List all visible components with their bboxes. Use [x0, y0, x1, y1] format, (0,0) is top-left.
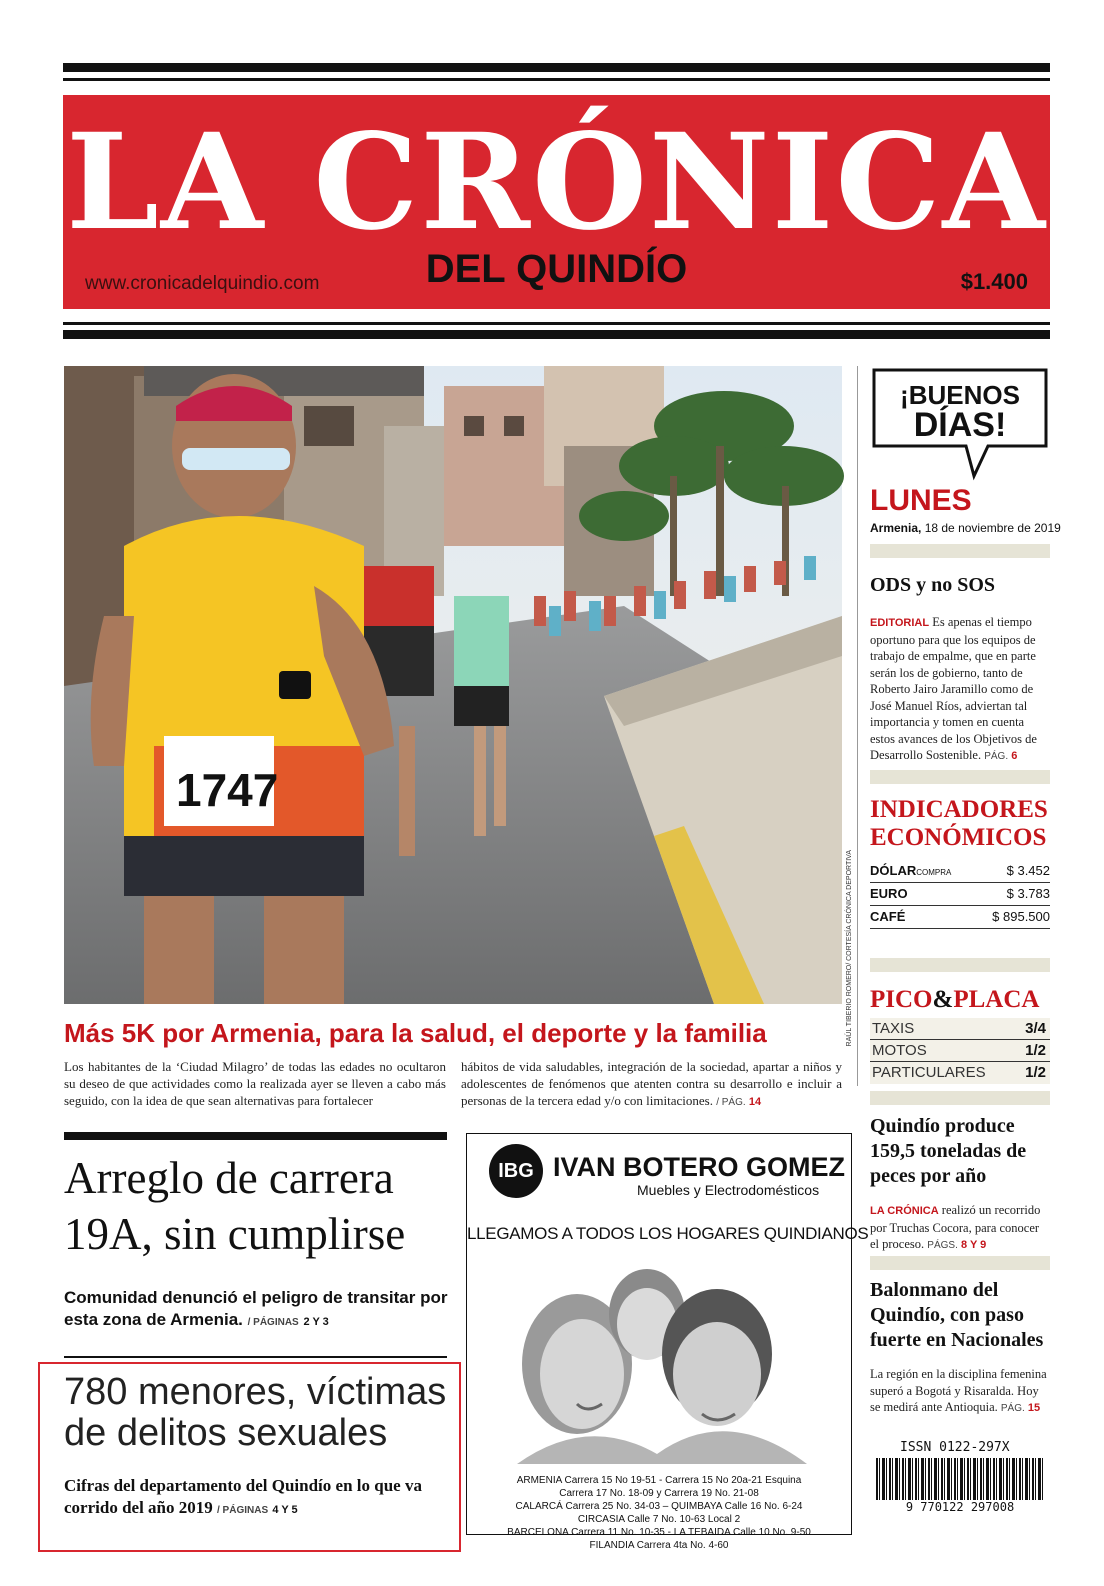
indicators-table: [870, 860, 1050, 932]
sidebar-band-4: [870, 1091, 1050, 1105]
story3-headline[interactable]: 780 menores, víctimas de delitos sexuales: [64, 1371, 447, 1454]
indicator-label: EURO: [870, 886, 908, 901]
ad-address-line: CIRCASIA Calle 7 No. 10-63 Local 2: [577, 1514, 741, 1525]
indicator-row-euro: [870, 883, 1050, 906]
sidebar-band-3: [870, 958, 1050, 972]
date-text: 18 de noviembre de 2019: [924, 521, 1061, 535]
editorial-text-block: [870, 614, 1050, 766]
issn: ISSN 0122-297X: [900, 1440, 1010, 1455]
pico-title-a: PICO: [870, 986, 933, 1013]
mast-bottom-rule-thick: [63, 330, 1050, 339]
story2-pag-num[interactable]: 2 Y 3: [303, 1316, 329, 1328]
barcode: [876, 1458, 1044, 1500]
story3-subhead-block: [64, 1475, 459, 1522]
indicator-label: DÓLARCOMPRA: [870, 863, 952, 878]
pico-row-particulares: [870, 1062, 1050, 1083]
pico-value: 1/2: [1025, 1042, 1046, 1059]
indicator-label: CAFÉ: [870, 909, 906, 924]
pico-row-motos: [870, 1040, 1050, 1062]
editorial-title[interactable]: ODS y no SOS: [870, 574, 996, 596]
family-photo: [507, 1254, 811, 1464]
story3-top-rule: [64, 1356, 447, 1358]
ad-address-line: BARCELONA Carrera 11 No. 10-35 - LA TEBAIDA Calle 10 No. 9-50: [507, 1527, 811, 1538]
handball-story-text-block: [870, 1366, 1050, 1418]
fish-story-text-block: [870, 1202, 1050, 1255]
indicator-value: $ 3.783: [1006, 886, 1050, 901]
photo-credit: RAÚL TIBERIO ROMERO/ CORTESÍA CRÓNICA DEPORTIVA: [846, 850, 853, 1047]
pico-label: TAXIS: [872, 1020, 915, 1037]
fish-story-label: LA CRÓNICA: [870, 1205, 939, 1217]
editorial-pag-label: PÁG.: [984, 751, 1009, 762]
sidebar-band-2: [870, 770, 1050, 784]
barcode-number: 9 770122 297008: [905, 1500, 1015, 1514]
badge-line2: DÍAS!: [913, 406, 1007, 444]
pico-amp: &: [932, 986, 954, 1013]
ibg-advertisement[interactable]: [466, 1133, 869, 1551]
story2-subhead-block: [64, 1287, 454, 1334]
top-rule-thick: [63, 63, 1050, 72]
fish-story-title[interactable]: Quindío produce 159,5 toneladas de peces por año: [870, 1115, 1027, 1187]
ad-slogan: LLEGAMOS A TODOS LOS HOGARES QUINDIANOS: [467, 1224, 869, 1243]
pico-label: PARTICULARES: [872, 1064, 986, 1081]
marathon-photo: [64, 366, 842, 1004]
ad-address-line: ARMENIA Carrera 15 No 19-51 - Carrera 15 No 20a-21 Esquina: [516, 1475, 802, 1486]
story3-pag-num[interactable]: 4 Y 5: [272, 1504, 298, 1516]
main-story-col1: Los habitantes de la ‘Ciudad Milagro’ de todas las edades no ocultaron su deseo de que actividades como la realizada ayer se lleven a cabo más seguido, con la idea de que sean alternativas para fortalecer: [64, 1059, 446, 1108]
handball-story-title[interactable]: Balonmano del Quindío, con paso fuerte en Nacionales: [870, 1279, 1044, 1351]
date-city: Armenia,: [870, 521, 922, 535]
indicator-row-cafe: [870, 906, 1050, 929]
story3-subhead: Cifras del departamento del Quindío en lo que va corrido del año 2019: [64, 1476, 422, 1517]
pico-row-taxis: [870, 1018, 1050, 1040]
top-rule-thin: [63, 78, 1050, 81]
pico-label: MOTOS: [872, 1042, 927, 1059]
pico-value: 3/4: [1025, 1020, 1046, 1037]
fish-story-text: realizó un recorrido por Truchas Cocora, para conocer el proceso.: [870, 1203, 1041, 1251]
pico-placa-table: [870, 1018, 1050, 1084]
day-name: LUNES: [870, 484, 972, 517]
indicator-note: COMPRA: [916, 868, 952, 877]
story2-headline[interactable]: Arreglo de carrera 19A, sin cumplirse: [64, 1153, 406, 1259]
mast-bottom-rule-thin: [63, 322, 1050, 325]
ad-address-line: FILANDIA Carrera 4ta No. 4-60: [589, 1540, 729, 1551]
ibg-logo-text: IBG: [498, 1160, 534, 1182]
pico-value: 1/2: [1025, 1064, 1046, 1081]
story2-subhead: Comunidad denunció el peligro de transitar por esta zona de Armenia.: [64, 1288, 448, 1329]
masthead: [63, 95, 1050, 309]
ad-subtitle: Muebles y Electrodomésticos: [637, 1182, 820, 1198]
issue-date: [870, 521, 1061, 535]
ad-addresses: [467, 1474, 851, 1552]
buenos-dias-badge: [870, 366, 1050, 481]
pico-title-b: PLACA: [953, 986, 1040, 1013]
main-story-col2-text: hábitos de vida saludables, integración de la sociedad, apartar a niños y adolescentes de fenómenos que atenten contra su desarrollo e incluir a personas de la tercera edad y/o con limitaciones.: [461, 1059, 842, 1108]
main-headline[interactable]: Más 5K por Armenia, para la salud, el deporte y la familia: [64, 1018, 767, 1048]
story2-top-rule: [64, 1132, 447, 1140]
fish-story-pag-num[interactable]: 8 Y 9: [960, 1239, 987, 1251]
fish-story-pag-label: PÁGS.: [927, 1240, 958, 1251]
story2-pag-label: / PÁGINAS: [247, 1317, 299, 1328]
main-story-col2: [461, 1058, 842, 1111]
indicator-row-dolar: [870, 860, 1050, 883]
indicator-value: $ 895.500: [992, 909, 1050, 924]
pico-placa-title: [870, 986, 1039, 1014]
badge-line1: ¡BUENOS: [900, 380, 1020, 410]
ad-brand: IVAN BOTERO GOMEZ: [553, 1152, 846, 1182]
ibg-logo: [489, 1144, 543, 1198]
ad-address-line: Carrera 17 No. 18-09 y Carrera 19 No. 21-08: [559, 1488, 759, 1499]
sidebar: [870, 366, 1061, 1546]
newspaper-title: LA CRÓNICA: [66, 105, 1047, 260]
indicator-value: $ 3.452: [1006, 863, 1050, 878]
editorial-text: Es apenas el tiempo oportuno para que los equipos de trabajo de empalme, que en parte serán los de gobierno, tanto de Roberto Jairo Jaramillo como de José Manuel Ríos, adviertan tal importancia y tomen en cuenta estos avances de los Objetivos de Desarrollo Sostenible.: [870, 615, 1037, 762]
ad-address-line: CALARCÁ Carrera 25 No. 34-03 – QUIMBAYA Calle 16 No. 6-24: [515, 1501, 803, 1512]
cover-price: $1.400: [960, 269, 1028, 294]
sidebar-band-5: [870, 1256, 1050, 1270]
handball-story-pag-label: PÁG.: [1000, 1403, 1025, 1414]
handball-story-pag-num[interactable]: 15: [1027, 1402, 1041, 1414]
handball-story-text: La región en la disciplina femenina superó a Bogotá y Risaralda. Hoy se medirá ante Antioquia.: [870, 1367, 1047, 1414]
main-story-pag-label: / PÁG.: [716, 1097, 746, 1108]
website-url[interactable]: www.cronicadelquindio.com: [85, 273, 320, 294]
sidebar-band-1: [870, 544, 1050, 558]
newspaper-subtitle: DEL QUINDÍO: [425, 247, 688, 291]
editorial-pag-num[interactable]: 6: [1011, 750, 1018, 762]
editorial-label: EDITORIAL: [870, 617, 930, 629]
story3-pag-label: / PÁGINAS: [217, 1505, 269, 1516]
main-story-pag-num[interactable]: 14: [748, 1096, 762, 1108]
indicators-title: INDICADORES ECONÓMICOS: [870, 796, 1048, 851]
runner-bib-number: 1747: [176, 764, 279, 816]
sidebar-divider: [857, 366, 858, 1086]
